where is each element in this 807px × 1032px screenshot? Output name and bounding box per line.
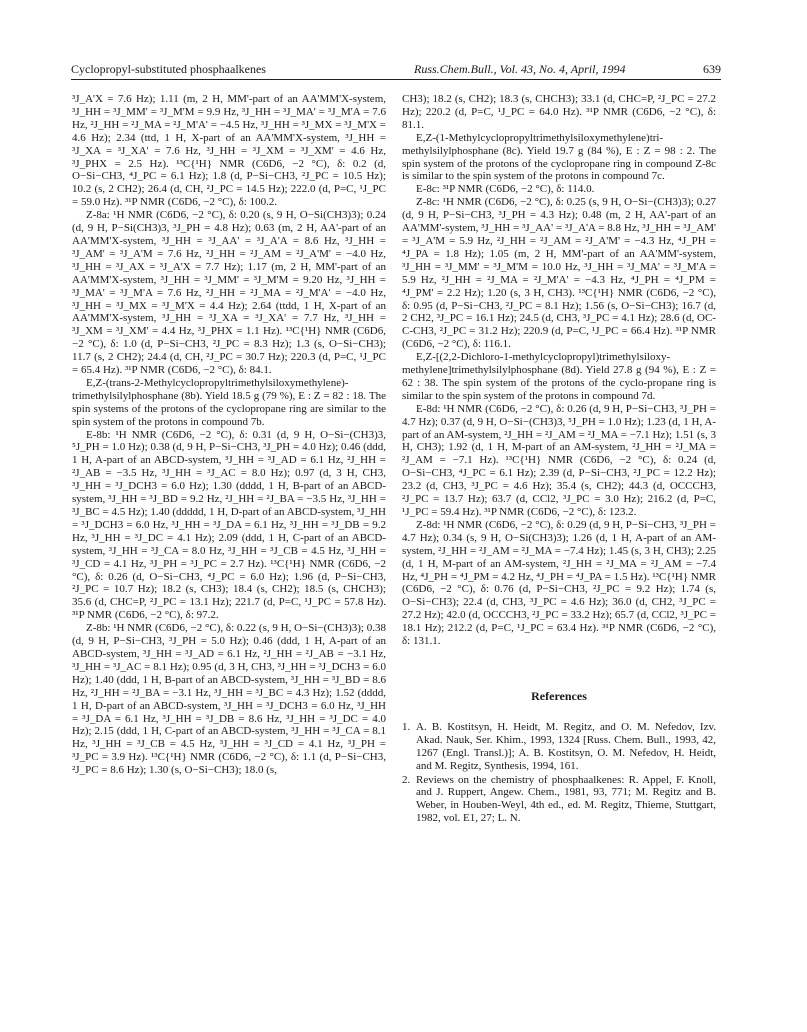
reference-item: [402, 721, 716, 773]
header-journal-citation: Russ.Chem.Bull., Vol. 43, No. 4, April, 1994: [414, 62, 626, 76]
paragraph: CH3); 18.2 (s, CH2); 18.3 (s, CHCH3); 33.1 (d, CHC=P, ²J_PC = 27.2 Hz); 220.2 (d, P=C, ¹J_PC = 64.0 Hz). ³¹P NMR (C6D6, −2 °C), δ: 81.1.: [402, 93, 716, 131]
header-article-title: Cyclopropyl-substituted phosphaalkenes: [71, 62, 266, 76]
reference-item: [402, 774, 716, 826]
paragraph: E,Z-(trans-2-Methylcyclopropyltrimethylsiloxymethylene)-trimethylsilylphosphane (8b). Yield 18.5 g (79 %), E : Z = 82 : 18. The spin systems of the protons of the cyclopropane ring are similar to the spin system of the protons in compound 7b.: [72, 376, 386, 428]
reference-text: Reviews on the chemistry of phosphaalkenes: R. Appel, F. Knoll, and J. Ruppert, Angew. Chem., 1981, 93, 771; M. Regitz and B. Weber, in Houben-Weyl, 4th ed., ed. M. Regitz, Thieme, Stuttgart, 1982, vol. E1, 27; L. N.: [416, 773, 716, 825]
references-heading: References: [531, 688, 587, 703]
right-column: [402, 93, 716, 826]
paragraph: E-8b: ¹H NMR (C6D6, −2 °C), δ: 0.31 (d, 9 H, O−Si−(CH3)3, ⁵J_PH = 1.0 Hz); 0.38 (d, 9 H, P−Si−CH3, ³J_PH = 4.0 Hz); 0.46 (ddd, 1 H, A-part of an ABCD-system, ³J_HH = ³J_AD = 6.1 Hz, ²J_HH = ²J_AB = −3.5 Hz, ³J_HH = ³J_AC = 8.0 Hz); 0.97 (d, 3 H, CH3, ³J_HH = ³J_DCH3 = 6.0 Hz); 1.30 (dddd, 1 H, B-part of an ABCD-system, ³J_HH = ³J_BD = 9.2 Hz, ²J_HH = ²J_BA = −3.5 Hz, ³J_HH = ³J_BC = 4.5 Hz); 1.40 (ddddd, 1 H, D-part of an ABCD-system, ³J_HH = ³J_DCH3 = 6.0 Hz, ³J_HH = ³J_DA = 6.1 Hz, ³J_HH = ³J_DB = 9.2 Hz, ³J_HH = ³J_DC = 4.1 Hz); 2.09 (ddd, 1 H, C-part of an ABCD-system, ³J_HH = ³J_CA = 8.0 Hz, ³J_HH = ³J_CB = 4.5 Hz, ³J_HH = ³J_CD = 4.1 Hz, ³J_PH = ³J_PC = 2.7 Hz). ¹³C{¹H} NMR (C6D6, −2 °C), δ: 0.26 (d, O−Si−CH3, ⁴J_PC = 6.0 Hz); 1.96 (d, P−Si−CH3, ²J_PC = 10.7 Hz); 18.2 (s, CH3); 18.4 (s, CH2); 18.5 (s, CHCH3); 35.6 (d, CHC=P, ²J_PC = 13.1 Hz); 221.7 (d, P=C, ¹J_PC = 57.8 Hz). ³¹P NMR (C6D6, −2 °C), δ: 97.2.: [72, 428, 386, 622]
paragraph: Z-8c: ¹H NMR (C6D6, −2 °C), δ: 0.25 (s, 9 H, O−Si−(CH3)3); 0.27 (d, 9 H, P−Si−CH3, ³J_PH = 4.3 Hz); 0.48 (m, 2 H, AA'-part of an AA'MM'-system, ³J_HH = ³J_AA' = ³J_A'A = 8.8 Hz, ³J_HH = ³J_AM' = ³J_A'M = 5.9 Hz, ²J_HH = ²J_AM = ²J_A'M' = −4.3 Hz, ⁴J_PH = ⁴J_PA = 1.8 Hz); 1.05 (m, 2 H, MM'-part of an AA'MM'-system, ³J_HH = ³J_MM' = ³J_M'M = 10.0 Hz, ³J_HH = ³J_MA' = ³J_M'A = 5.9 Hz, ²J_HH = ²J_MA = ²J_M'A' = −4.3 Hz, ⁴J_PH = ⁴J_PM = ⁴J_PM' = 2.2 Hz); 1.20 (s, 3 H, CH3). ¹³C{¹H} NMR (C6D6, −2 °C), δ: 0.95 (d, P−Si−CH3, ²J_PC = 8.1 Hz); 1.56 (s, O−Si−CH3); 16.7 (d, 2 CH2, ³J_PC = 16.1 Hz); 24.5 (d, CH3, ³J_PC = 4.1 Hz); 28.6 (d, OC-C-CH3, ²J_PC = 31.2 Hz); 220.9 (d, P=C, ¹J_PC = 66.4 Hz). ³¹P NMR (C6D6, −2 °C), δ: 116.1.: [402, 196, 716, 351]
paragraph: E-8d: ¹H NMR (C6D6, −2 °C), δ: 0.26 (d, 9 H, P−Si−CH3, ³J_PH = 4.7 Hz); 0.37 (d, 9 H, O−Si−(CH3)3, ⁵J_PH = 1.0 Hz); 1.23 (d, 1 H, A-part of an AM-system, ²J_HH = ²J_AM = ²J_MA = −7.1 Hz); 1.51 (s, 3 H, CH3); 1.92 (d, 1 H, M-part of an AM-system, ²J_HH = ²J_MA = ²J_AM = −7.1 Hz). ¹³C{¹H} NMR (C6D6, −2 °C), δ: 0.24 (d, O−Si−CH3, ⁴J_PC = 6.1 Hz); 2.39 (d, P−Si−CH3, ²J_PC = 12.2 Hz); 23.2 (d, CH3, ³J_PC = 4.6 Hz); 35.4 (s, CH2); 44.3 (d, OCCCH3, ²J_PC = 13.7 Hz); 63.7 (d, CCl2, ³J_PC = 3.0 Hz); 216.2 (d, P=C, ¹J_PC = 59.4 Hz). ³¹P NMR (C6D6, −2 °C), δ: 123.2.: [402, 402, 716, 518]
paragraph: E,Z-(1-Methylcyclopropyltrimethylsiloxymethylene)tri-methylsilylphosphane (8c). Yield 19.7 g (84 %), E : Z = 98 : 2. The spin system of the protons of the cyclopropane ring in compound Z-8c is similar to the spin system of the protons in compound 7c.: [402, 131, 716, 183]
paragraph: ³J_A'X = 7.6 Hz); 1.11 (m, 2 H, MM'-part of an AA'MM'X-system, ³J_HH = ³J_MM' = ³J_M'M = 9.9 Hz, ³J_HH = ³J_MA' = ³J_M'A = 7.6 Hz, ²J_HH = ²J_MA = ²J_M'A' = −4.5 Hz, ³J_HH = ³J_MX = ³J_M'X = 4.6 Hz); 2.34 (ttd, 1 H, X-part of an AA'MM'X-system, ³J_HH = ³J_XA = ³J_XA' = 7.6 Hz, ³J_HH = ³J_XM = ³J_XM' = 4.6 Hz, ³J_PHX = 2.5 Hz). ¹³C{¹H} NMR (C6D6, −2 °C), δ: 0.2 (d, O−Si−CH3, ⁴J_PC = 6.1 Hz); 1.8 (d, P−Si−CH3, ²J_PC = 10.5 Hz); 10.2 (s, 2 CH2); 26.4 (d, CH, ²J_PC = 14.5 Hz); 222.0 (d, P=C, ¹J_PC = 59.0 Hz). ³¹P NMR (C6D6, −2 °C), δ: 100.2.: [72, 93, 386, 209]
header-rule: [71, 79, 721, 80]
paragraph: Z-8b: ¹H NMR (C6D6, −2 °C), δ: 0.22 (s, 9 H, O−Si−(CH3)3); 0.38 (d, 9 H, P−Si−CH3, ³J_PH = 5.0 Hz); 0.46 (ddd, 1 H, A-part of an ABCD-system, ³J_HH = ³J_AD = 6.1 Hz, ²J_HH = ²J_AB = −3.1 Hz, ³J_HH = ³J_AC = 8.1 Hz); 0.95 (d, 3 H, CH3, ³J_HH = ³J_DCH3 = 6.0 Hz); 1.40 (ddd, 1 H, B-part of an ABCD-system, ³J_HH = ³J_BD = 8.6 Hz, ²J_HH = ²J_BA = −3.1 Hz, ³J_HH = ³J_BC = 4.3 Hz); 1.52 (dddd, 1 H, D-part of an ABCD-system, ³J_HH = ³J_DCH3 = 6.0 Hz, ³J_HH = ³J_DA = 6.1 Hz, ³J_HH = ³J_DB = 8.6 Hz, ³J_HH = ³J_DC = 4.0 Hz); 2.15 (ddd, 1 H, C-part of an ABCD-system, ³J_HH = ³J_CA = 8.1 Hz, ³J_HH = ³J_CB = 4.5 Hz, ³J_HH = ³J_CD = 4.1 Hz, ³J_PH = ³J_PC = 3.9 Hz). ¹³C{¹H} NMR (C6D6, −2 °C), δ: 1.1 (d, P−Si−CH3, ²J_PC = 8.6 Hz); 1.30 (s, O−Si−CH3); 18.0 (s,: [72, 622, 386, 777]
reference-number: 2.: [402, 773, 411, 786]
paragraph: Z-8a: ¹H NMR (C6D6, −2 °C), δ: 0.20 (s, 9 H, O−Si(CH3)3); 0.24 (d, 9 H, P−Si(CH3)3, ³J_PH = 4.8 Hz); 0.63 (m, 2 H, AA'-part of an AA'MM'X-system, ³J_HH = ³J_AA' = ³J_A'A = 8.6 Hz, ³J_HH = ³J_AM' = ³J_A'M = 7.6 Hz, ²J_HH = ²J_AM = ²J_A'M' = −4.0 Hz, ³J_HH = ³J_AX = ³J_A'X = 7.7 Hz); 1.17 (m, 2 H, MM'-part of an AA'MM'X-system, ³J_HH = ³J_MM' = ³J_M'M = 9.20 Hz, ³J_HH = ³J_MA' = ³J_M'A = 7.6 Hz, ²J_HH = ²J_MA = ²J_M'A' = −4.0 Hz, ³J_HH = ³J_MX = ³J_M'X = 4.4 Hz); 2.64 (ttdd, 1 H, X-part of an AA'MM'X-system, ³J_HH = ³J_XA = ³J_XA' = 7.7 Hz, ³J_HH = ³J_XM = ³J_XM' = 4.4 Hz, ³J_PHX = 1.1 Hz). ¹³C{¹H} NMR (C6D6, −2 °C), δ: 1.0 (d, P−Si−CH3, ²J_PC = 8.3 Hz); 1.3 (s, O−Si−CH3); 11.7 (s, 2 CH2); 24.4 (d, CH, ²J_PC = 30.7 Hz); 220.3 (d, P=C, ¹J_PC = 65.4 Hz). ³¹P NMR (C6D6, −2 °C), δ: 84.1.: [72, 209, 386, 377]
reference-text: A. B. Kostitsyn, H. Heidt, M. Regitz, and O. M. Nefedov, Izv. Akad. Nauk, Ser. Khim., 1993, 1324 [Russ. Chem. Bull., 1993, 42, 1267 (Engl. Transl.)]; A. B. Kostitsyn, O. M. Nefedov, H. Heidt, and M. Regitz, Synthesis, 1994, 161.: [416, 720, 716, 772]
left-column: [72, 93, 386, 777]
reference-number: 1.: [402, 720, 411, 733]
paragraph: E,Z-[(2,2-Dichloro-1-methylcyclopropyl)trimethylsiloxy-methylene]trimethylsilylphosphane (8d). Yield 27.8 g (94 %), E : Z = 62 : 38. The spin system of the protons of the cyclo-propane ring is similar to the spin system of the protons in compound 7d.: [402, 351, 716, 402]
paragraph: Z-8d: ¹H NMR (C6D6, −2 °C), δ: 0.29 (d, 9 H, P−Si−CH3, ³J_PH = 4.7 Hz); 0.34 (s, 9 H, O−Si(CH3)3); 1.26 (d, 1 H, A-part of an AM-system, ²J_HH = ²J_AM = ²J_MA = −7.4 Hz); 1.45 (s, 3 H, CH3); 2.25 (d, 1 H, M-part of an AM-system, ²J_HH = ²J_MA = ²J_AM = −7.4 Hz, ⁴J_PH = ⁴J_PM = 4.2 Hz, ⁴J_PH = ⁴J_PA = 1.5 Hz). ¹³C{¹H} NMR (C6D6, −2 °C), δ: 0.76 (d, P−Si−CH3, ²J_PC = 9.2 Hz); 1.74 (s, O−Si−CH3); 22.4 (d, CH3, ³J_PC = 4.6 Hz); 36.0 (d, CH2, ³J_PC = 27.2 Hz); 42.0 (d, OCCCH3, ²J_PC = 33.2 Hz); 65.7 (d, CCl2, ³J_PC = 18.1 Hz); 212.2 (d, P=C, ¹J_PC = 63.4 Hz). ³¹P NMR (C6D6, −2 °C), δ: 131.1.: [402, 518, 716, 648]
paragraph: E-8c: ³¹P NMR (C6D6, −2 °C), δ: 114.0.: [416, 183, 595, 196]
page-number: 639: [703, 62, 721, 76]
running-header: [71, 60, 721, 82]
